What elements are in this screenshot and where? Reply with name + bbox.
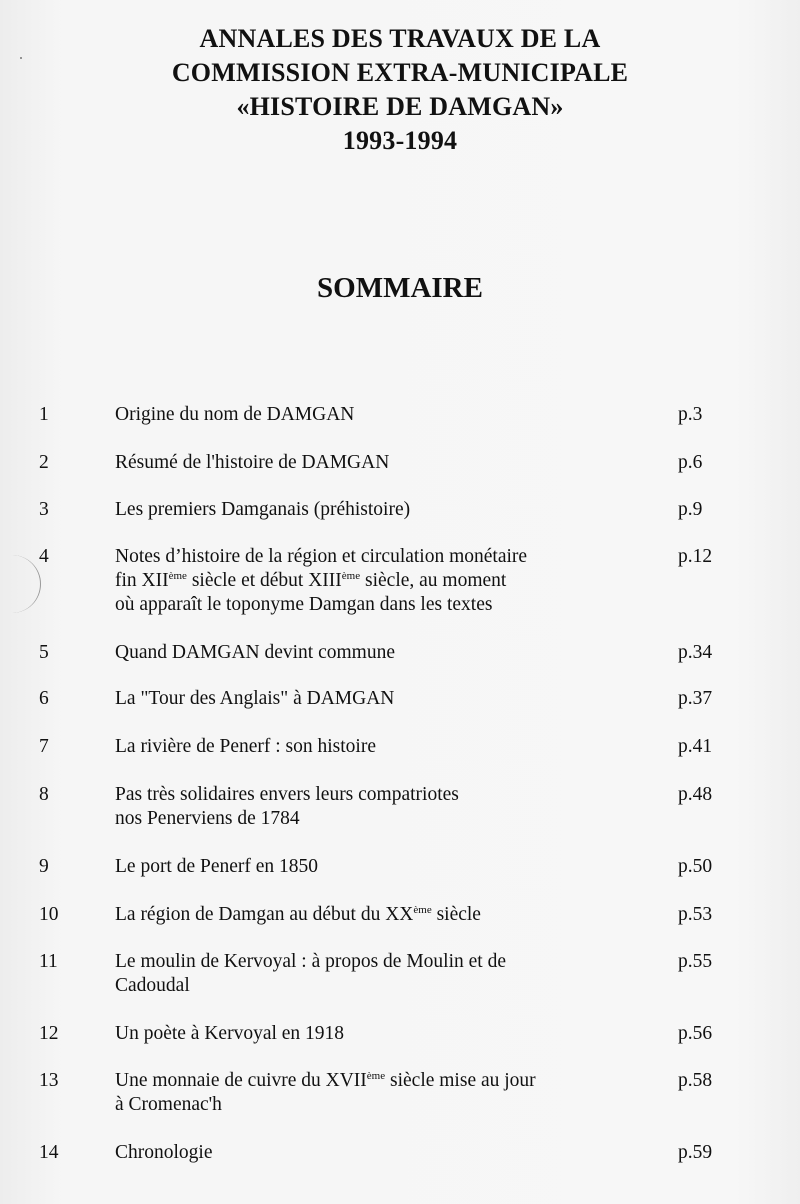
toc-number: 1 xyxy=(39,404,49,425)
toc-title xyxy=(115,1069,655,1117)
sommaire-title: SOMMAIRE xyxy=(317,272,483,304)
header-line-1: ANNALES DES TRAVAUX DE LA xyxy=(199,24,601,53)
toc-number: 10 xyxy=(39,904,59,925)
toc-title: La rivière de Penerf : son histoire xyxy=(115,736,376,757)
header-line-4: 1993-1994 xyxy=(342,126,458,155)
toc-page: p.55 xyxy=(678,951,713,972)
header-line-3: «HISTOIRE DE DAMGAN» xyxy=(236,92,564,121)
toc-number: 8 xyxy=(39,784,49,805)
toc-title xyxy=(115,950,655,998)
toc-page: p.12 xyxy=(678,546,713,567)
toc-number: 9 xyxy=(39,856,49,877)
toc-page: p.50 xyxy=(678,856,713,877)
toc-title xyxy=(115,783,655,831)
toc-title-line-2: Cadoudal xyxy=(115,975,190,996)
toc-page: p.3 xyxy=(678,404,703,425)
toc-title-line-1: Notes d’histoire de la région et circulation monétaire xyxy=(115,546,528,567)
toc-title xyxy=(115,545,655,617)
toc-number: 6 xyxy=(39,688,49,709)
toc-page: p.48 xyxy=(678,784,713,805)
toc-title-line-1: Pas très solidaires envers leurs compatriotes xyxy=(115,784,459,805)
document-header xyxy=(0,22,800,158)
toc-title: Résumé de l'histoire de DAMGAN xyxy=(115,452,390,473)
toc-page: p.53 xyxy=(678,904,713,925)
toc-number: 2 xyxy=(39,452,49,473)
toc-page: p.9 xyxy=(678,499,703,520)
toc-number: 3 xyxy=(39,499,49,520)
toc-number: 12 xyxy=(39,1023,59,1044)
toc-title: Origine du nom de DAMGAN xyxy=(115,404,355,425)
toc-number: 11 xyxy=(39,951,58,972)
toc-title: Chronologie xyxy=(115,1142,213,1163)
toc-page: p.6 xyxy=(678,452,703,473)
toc-title: La région de Damgan au début du XXème siècle xyxy=(115,904,481,925)
toc-title-line-1: Le moulin de Kervoyal : à propos de Moulin et de xyxy=(115,951,506,972)
toc-title: Les premiers Damganais (préhistoire) xyxy=(115,499,411,520)
toc-title-line-3: où apparaît le toponyme Damgan dans les textes xyxy=(115,594,493,615)
toc-title-line-2: nos Penerviens de 1784 xyxy=(115,808,300,829)
toc-number: 13 xyxy=(39,1070,59,1091)
toc-page: p.34 xyxy=(678,642,713,663)
toc-page: p.41 xyxy=(678,736,713,757)
toc-title-line-2: fin XIIème siècle et début XIIIème siècle, au moment xyxy=(115,570,507,591)
toc-page: p.37 xyxy=(678,688,713,709)
toc-number: 14 xyxy=(39,1142,59,1163)
toc-number: 4 xyxy=(39,546,49,567)
toc-title-line-2: à Cromenac'h xyxy=(115,1094,222,1115)
toc-title-line-1: Une monnaie de cuivre du XVIIème siècle mise au jour xyxy=(115,1070,536,1091)
toc-title: Quand DAMGAN devint commune xyxy=(115,642,395,663)
toc-title: Le port de Penerf en 1850 xyxy=(115,856,319,877)
toc-number: 7 xyxy=(39,736,49,757)
toc-title: La "Tour des Anglais" à DAMGAN xyxy=(115,688,395,709)
toc-number: 5 xyxy=(39,642,49,663)
header-line-2: COMMISSION EXTRA-MUNICIPALE xyxy=(171,58,629,87)
toc-page: p.58 xyxy=(678,1070,713,1091)
toc-page: p.56 xyxy=(678,1023,713,1044)
toc-title: Un poète à Kervoyal en 1918 xyxy=(115,1023,345,1044)
toc-page: p.59 xyxy=(678,1142,713,1163)
scan-artifact-arc xyxy=(10,555,41,613)
